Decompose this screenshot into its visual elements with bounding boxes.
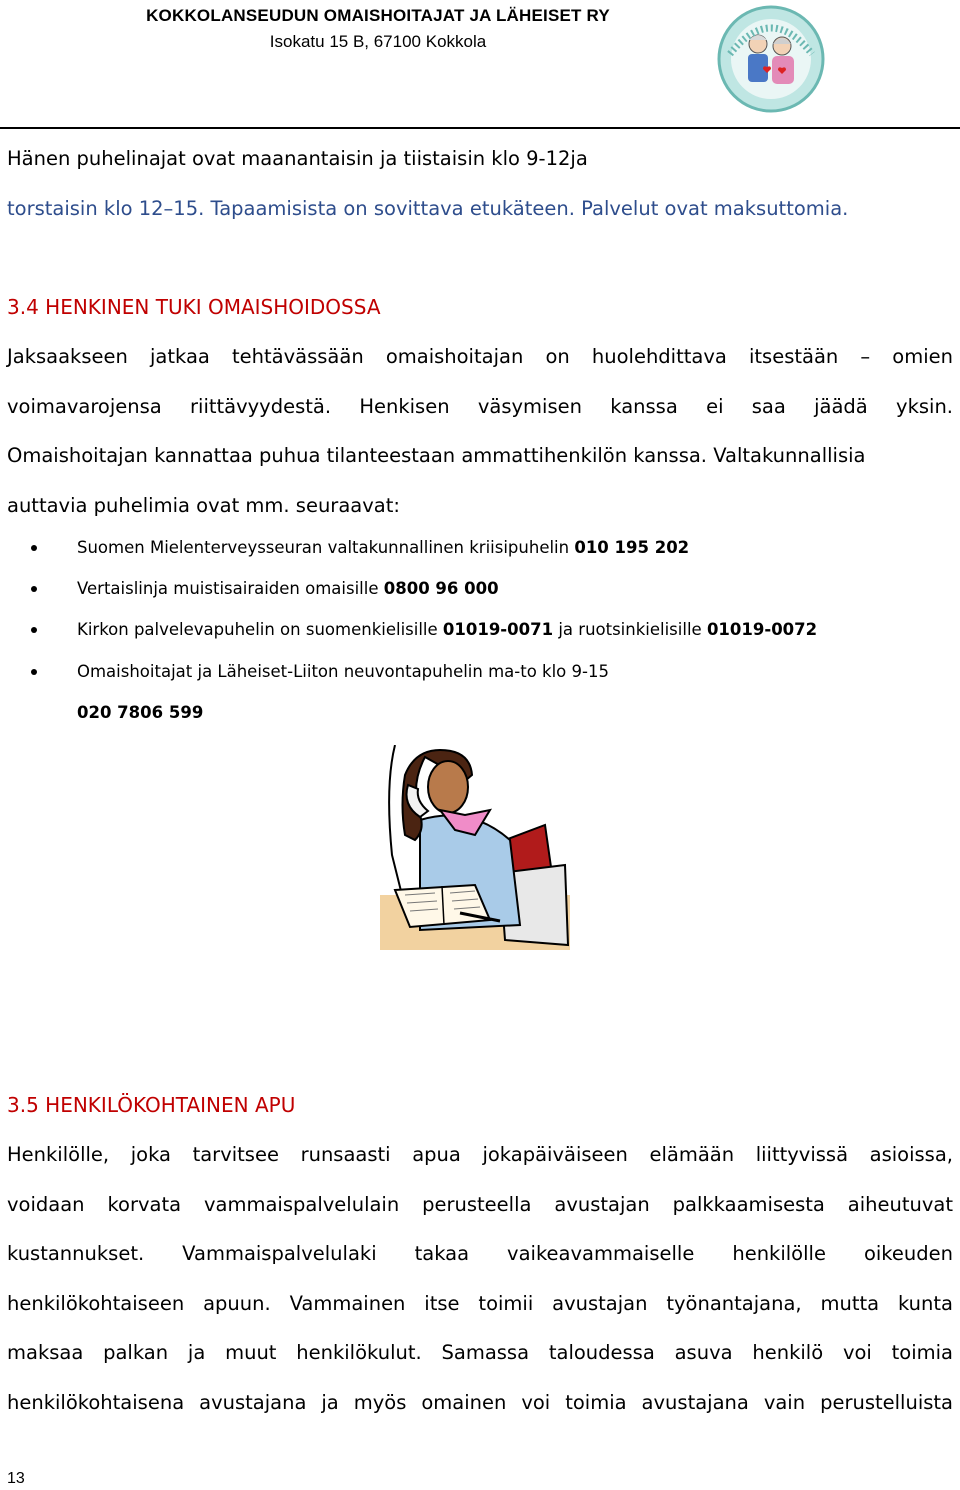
helpline-description: Kirkon palvelevapuhelin on suomenkielisille <box>77 620 443 639</box>
page-number: 13 <box>7 1470 25 1487</box>
helpline-description: Vertaislinja muistisairaiden omaisille <box>77 579 384 598</box>
section-3-4-line-1: Jaksaakseen jatkaa tehtävässään omaishoitajan on huolehdittava itsestään – omien <box>7 345 953 368</box>
helpline-number: 01019-0072 <box>706 620 818 639</box>
section-3-4-line-4: auttavia puhelimia ovat mm. seuraavat: <box>7 494 400 517</box>
intro-line-1: Hänen puhelinajat ovat maanantaisin ja tiistaisin klo 9-12ja <box>7 147 588 170</box>
bullet-icon <box>31 586 37 592</box>
helpline-description: Omaishoitajat ja Läheiset-Liiton neuvontapuhelin ma-to klo 9-15 <box>77 662 609 681</box>
helpline-number: 020 7806 599 <box>77 703 204 722</box>
section-3-5-line-5: maksaa palkan ja muut henkilökulut. Samassa taloudessa asuva henkilö voi toimia <box>7 1341 953 1364</box>
bullet-icon <box>31 627 37 633</box>
helpline-number: 01019-0071 <box>442 620 554 639</box>
section-3-5-line-2: voidaan korvata vammaispalvelulain perusteella avustajan palkkaamisesta aiheutuvat <box>7 1193 953 1216</box>
header-divider <box>0 127 960 129</box>
section-3-5-line-3: kustannukset. Vammaispalvelulaki takaa vaikeavammaiselle henkilölle oikeuden <box>7 1242 953 1265</box>
bullet-icon <box>31 669 37 675</box>
caregiver-logo-icon <box>716 4 826 114</box>
section-heading-3-5: 3.5 HENKILÖKOHTAINEN APU <box>7 1093 296 1117</box>
organization-name: KOKKOLANSEUDUN OMAISHOITAJAT JA LÄHEISET RY <box>146 6 610 25</box>
section-3-4-line-3: Omaishoitajan kannattaa puhua tilanteestaan ammattihenkilön kanssa. Valtakunnallisia <box>7 444 866 467</box>
helpline-number: 010 195 202 <box>574 538 690 557</box>
section-3-5-line-1: Henkilölle, joka tarvitsee runsaasti apua jokapäiväiseen elämään liittyvissä asioissa, <box>7 1143 953 1166</box>
section-3-5-line-6: henkilökohtaisena avustajana ja myös omainen voi toimia avustajana vain perustelluista <box>7 1391 953 1414</box>
woman-on-phone-illustration <box>380 745 570 950</box>
bullet-icon <box>31 545 37 551</box>
intro-line-2: torstaisin klo 12–15. Tapaamisista on sovittava etukäteen. Palvelut ovat maksuttomia. <box>7 197 849 220</box>
organization-address: Isokatu 15 B, 67100 Kokkola <box>269 32 487 51</box>
section-heading-3-4: 3.4 HENKINEN TUKI OMAISHOIDOSSA <box>7 295 381 319</box>
helpline-description: ja ruotsinkielisille <box>553 620 707 639</box>
helpline-description: Suomen Mielenterveysseuran valtakunnallinen kriisipuhelin <box>77 538 575 557</box>
section-3-4-line-2: voimavarojensa riittävyydestä. Henkisen väsymisen kanssa ei saa jäädä yksin. <box>7 395 953 418</box>
section-3-5-line-4: henkilökohtaiseen apuun. Vammainen itse toimii avustajan työnantajana, mutta kunta <box>7 1292 953 1315</box>
helpline-number: 0800 96 000 <box>383 579 499 598</box>
